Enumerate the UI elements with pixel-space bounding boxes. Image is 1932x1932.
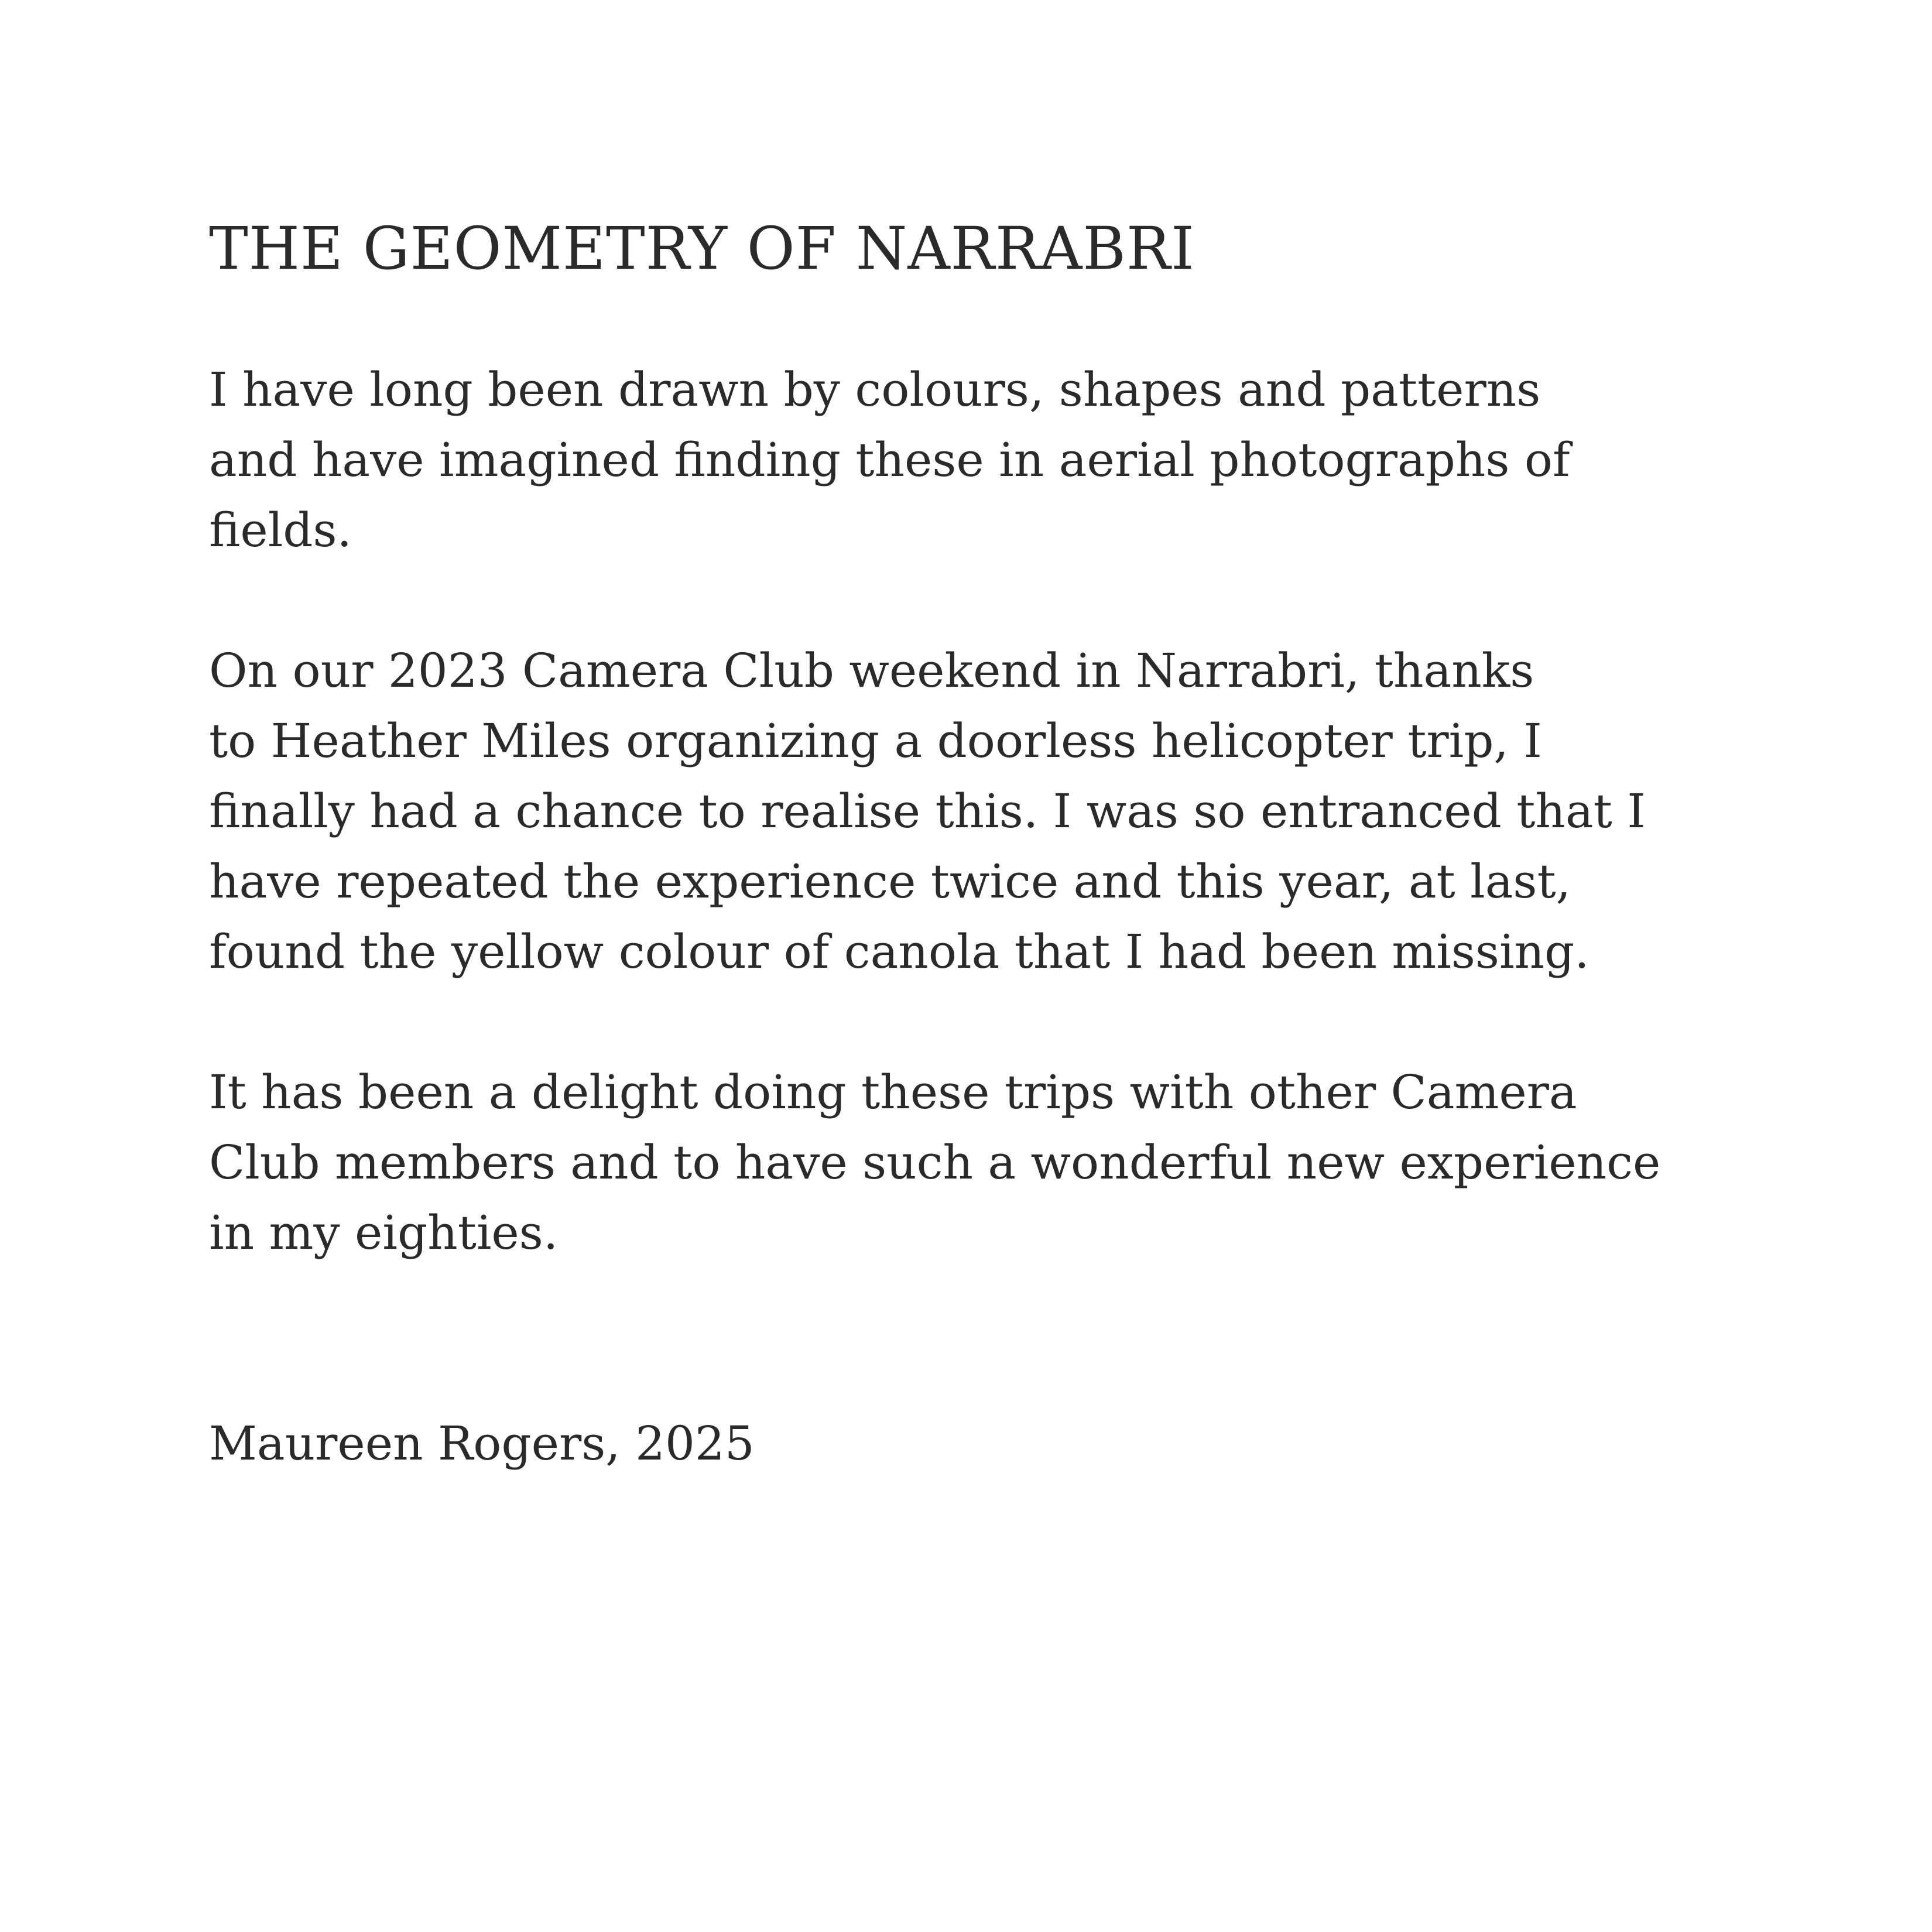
text-line: On our 2023 Camera Club weekend in Narrabri, thanks [209, 643, 1534, 698]
text-line: It has been a delight doing these trips with other Camera [209, 1065, 1577, 1119]
text-line: to Heather Miles organizing a doorless helicopter trip, I [209, 714, 1542, 768]
text-line: in my eighties. [209, 1205, 559, 1260]
paragraph-intro [209, 355, 1790, 566]
text-line: Club members and to have such a wonderful new experience [209, 1135, 1661, 1190]
paragraph-closing [209, 1057, 1790, 1268]
text-line: have repeated the experience twice and this year, at last, [209, 854, 1571, 909]
author-signature: Maureen Rogers, 2025 [209, 1416, 755, 1471]
paragraph-narrabri-trip [209, 636, 1790, 987]
text-line: and have imagined finding these in aerial photographs of [209, 433, 1570, 487]
text-line: fields. [209, 503, 352, 557]
page-title: THE GEOMETRY OF NARRABRI [209, 214, 1195, 283]
text-line: found the yellow colour of canola that I had been missing. [209, 924, 1590, 979]
text-line: finally had a chance to realise this. I was so entranced that I [209, 784, 1646, 838]
document-content [209, 211, 1790, 1479]
text-line: I have long been drawn by colours, shapes and patterns [209, 362, 1541, 417]
